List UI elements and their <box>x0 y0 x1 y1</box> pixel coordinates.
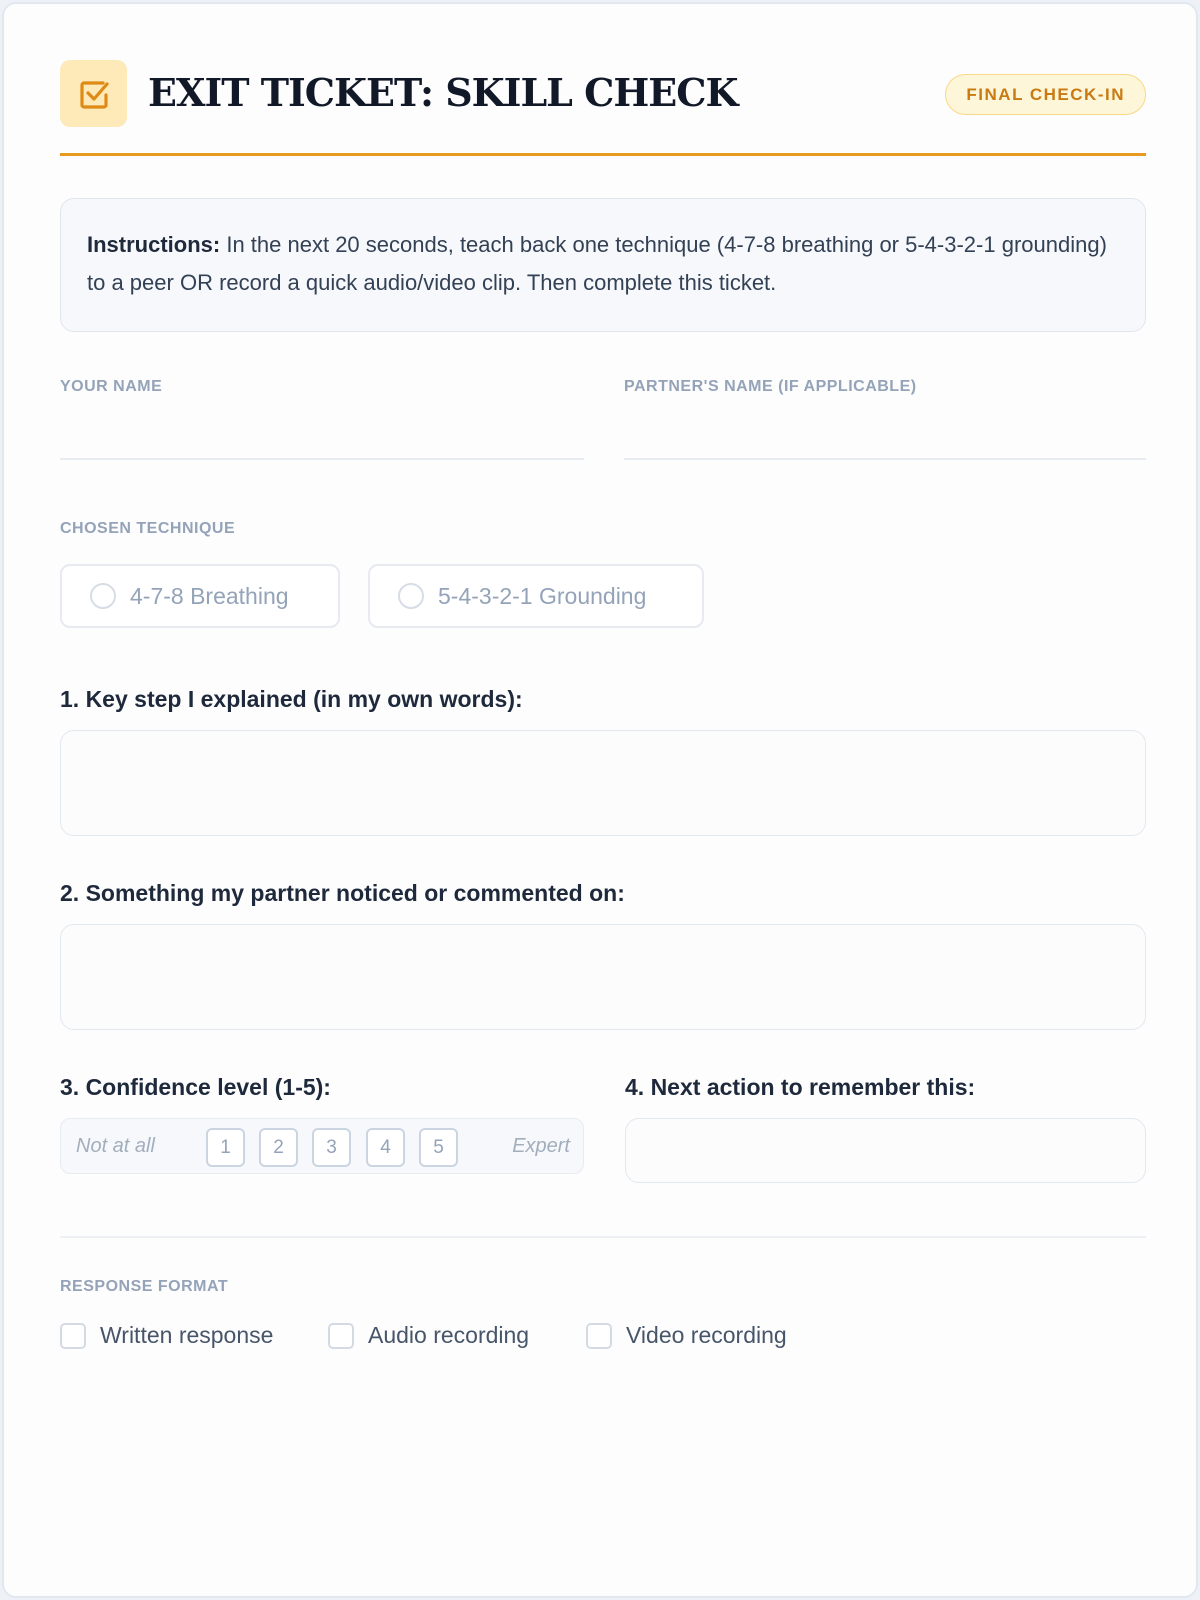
checkbox-written-label: Written response <box>100 1322 274 1348</box>
checkbox-audio[interactable] <box>328 1322 529 1349</box>
checkbox-written[interactable] <box>60 1322 273 1349</box>
confidence-level-5[interactable]: 5 <box>419 1128 458 1167</box>
question-2-label: 2. Something my partner noticed or commented on: <box>60 880 625 906</box>
page-title: EXIT TICKET: SKILL CHECK <box>148 70 738 115</box>
exit-ticket-card <box>2 2 1198 1598</box>
key-step-textarea[interactable] <box>60 730 1146 836</box>
next-action-input[interactable] <box>625 1118 1146 1183</box>
confidence-level-4[interactable]: 4 <box>366 1128 405 1167</box>
response-format-label: RESPONSE FORMAT <box>60 1278 229 1295</box>
confidence-level-3[interactable]: 3 <box>312 1128 351 1167</box>
divider <box>60 1236 1146 1238</box>
radio-grounding[interactable] <box>368 564 704 628</box>
checkbox-video-label: Video recording <box>626 1322 787 1348</box>
question-3-label: 3. Confidence level (1-5): <box>60 1074 331 1100</box>
instructions-lead: Instructions: <box>87 232 221 257</box>
checkbox-icon <box>328 1323 354 1349</box>
scale-high-label: Expert <box>512 1135 570 1157</box>
confidence-level-2[interactable]: 2 <box>259 1128 298 1167</box>
your-name-input[interactable] <box>60 420 584 460</box>
card-content <box>60 60 1146 1348</box>
radio-circle-icon <box>90 583 116 609</box>
checkbox-audio-label: Audio recording <box>368 1322 530 1348</box>
instructions-box <box>60 198 1146 332</box>
confidence-scale <box>60 1118 584 1174</box>
scale-low-label: Not at all <box>76 1135 155 1157</box>
checkbox-video[interactable] <box>586 1322 787 1349</box>
checkbox-check-icon <box>60 60 127 127</box>
radio-grounding-label: 5-4-3-2-1 Grounding <box>438 582 647 609</box>
radio-breathing[interactable] <box>60 564 340 628</box>
status-badge: FINAL CHECK-IN <box>945 74 1146 115</box>
question-1-label: 1. Key step I explained (in my own words): <box>60 686 523 712</box>
radio-circle-icon <box>398 583 424 609</box>
checkbox-icon <box>60 1323 86 1349</box>
radio-breathing-label: 4-7-8 Breathing <box>130 582 289 609</box>
partner-name-input[interactable] <box>624 420 1146 460</box>
your-name-label: YOUR NAME <box>60 378 163 395</box>
partner-name-label: PARTNER'S NAME (IF APPLICABLE) <box>624 378 917 395</box>
technique-label: CHOSEN TECHNIQUE <box>60 520 236 537</box>
checkbox-icon <box>586 1323 612 1349</box>
instructions-text: In the next 20 seconds, teach back one technique (4-7-8 breathing or 5-4-3-2-1 grounding) to a peer OR record a quick audio/video clip. Then complete this ticket. <box>87 232 1107 295</box>
header <box>60 60 1146 156</box>
partner-noticed-textarea[interactable] <box>60 924 1146 1030</box>
confidence-level-1[interactable]: 1 <box>206 1128 245 1167</box>
question-4-label: 4. Next action to remember this: <box>625 1074 976 1100</box>
